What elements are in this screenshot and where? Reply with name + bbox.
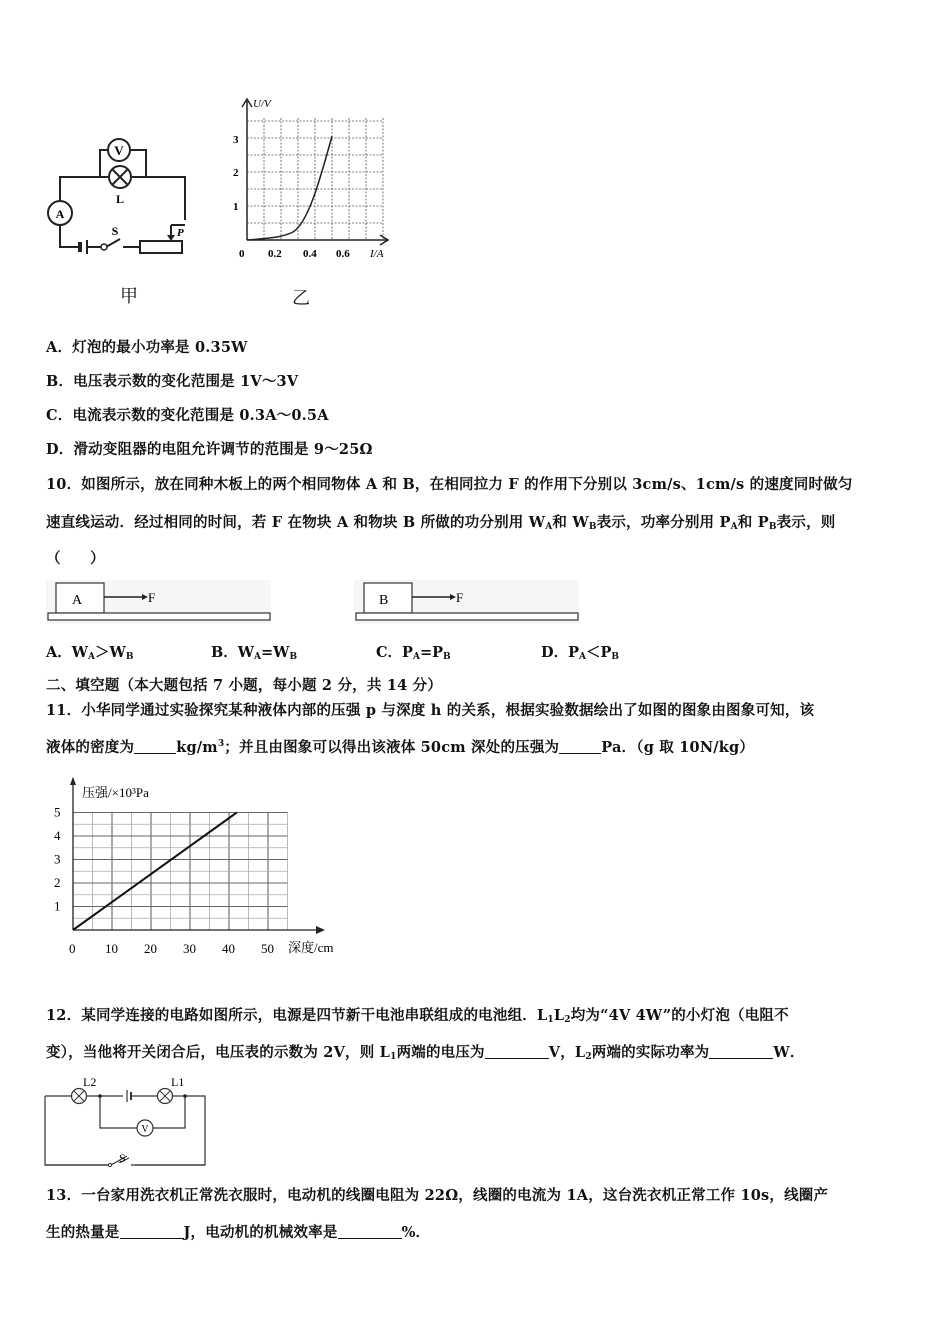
- q10-option-d: D．$P_A<P_B$: [541, 644, 619, 662]
- x-tick-label: 40: [222, 941, 235, 956]
- svg-text:0.2: 0.2: [268, 248, 282, 260]
- q13-line1: 13．一台家用洗衣机正常洗衣服时，电动机的线圈电阻为 22Ω，线圈的电流为 1A，这台洗衣机正常工作 10s，线圈产: [46, 1187, 829, 1204]
- ui-curve: [247, 136, 332, 240]
- q11-blank-pressure[interactable]: [559, 739, 601, 754]
- svg-text:V: V: [141, 1124, 149, 1135]
- svg-text:F: F: [148, 590, 156, 605]
- svg-text:1: 1: [233, 201, 239, 213]
- y-tick-label: 1: [54, 898, 61, 914]
- q10-line2: 速直线运动．经过相同的时间，若 F 在物块 A 和物块 B 所做的功分别用 $W_A$和 $W_B$表示，功率分别用 $P_A$和 $P_B$表示，则: [46, 514, 836, 532]
- svg-text:P: P: [177, 227, 184, 239]
- svg-text:S: S: [119, 1151, 126, 1165]
- svg-text:L: L: [115, 192, 125, 206]
- circuit-12-diagram: [45, 1072, 215, 1172]
- svg-text:2: 2: [233, 167, 239, 179]
- svg-text:3: 3: [233, 134, 239, 146]
- q10-line1: 10．如图所示，放在同种木板上的两个相同物体 A 和 B，在相同拉力 F 的作用下分别以 3cm/s、1cm/s 的速度同时做匀: [46, 476, 853, 493]
- q9-option-c: C．电流表示数的变化范围是 0.3A～0.5A: [46, 407, 329, 424]
- q10-option-a: A．$W_A>W_B$: [46, 644, 134, 662]
- figure-caption-yi: 乙: [292, 288, 310, 309]
- section-2-heading: 二、填空题（本大题包括 7 小题，每小题 2 分，共 14 分）: [46, 677, 443, 694]
- q11-line2: 液体的密度为 $kg/m^3$；并且由图象可以得出该液体 50cm 深处的压强为 Pa．（g 取 10N/kg）: [46, 739, 755, 756]
- q12-line1: 12．某同学连接的电路如图所示，电源是四节新干电池串联组成的电池组．$L_1L_2$均为“4V 4W”的小灯泡（电阻不: [46, 1007, 789, 1025]
- q10-option-b: B．$W_A=W_B$: [211, 644, 298, 662]
- x-tick-label: 50: [261, 941, 274, 956]
- svg-text:A: A: [55, 207, 65, 221]
- svg-text:U/V: U/V: [253, 98, 271, 110]
- x-tick-label: 0: [69, 941, 76, 956]
- x-tick-label: 10: [105, 941, 118, 956]
- svg-text:V: V: [114, 143, 124, 158]
- svg-text:I/A: I/A: [370, 248, 384, 260]
- q9-option-b: B．电压表示数的变化范围是 1V～3V: [46, 373, 299, 390]
- x-tick-label: 30: [183, 941, 196, 956]
- svg-text:0.6: 0.6: [336, 248, 350, 260]
- circuit-jia-diagram: [45, 135, 185, 255]
- ui-graph: [228, 95, 398, 265]
- svg-text:深度/cm: 深度/cm: [288, 940, 334, 955]
- q9-option-a: A．灯泡的最小功率是 0.35W: [46, 339, 248, 356]
- y-tick-label: 5: [54, 804, 61, 820]
- q13-line2: 生的热量是 J，电动机的机械效率是 %．: [46, 1224, 431, 1241]
- lamp-l2-icon: [72, 1089, 87, 1104]
- lamp-l1-icon: [158, 1089, 173, 1104]
- blocks-diagram: [46, 580, 586, 630]
- q11-blank-density[interactable]: [134, 739, 176, 754]
- svg-text:压强/×10³Pa: 压强/×10³Pa: [82, 785, 149, 800]
- x-tick-label: 20: [144, 941, 157, 956]
- svg-text:S: S: [111, 224, 119, 238]
- q12-line2: 变），当他将开关闭合后，电压表的示数为 2V，则 $L_1$两端的电压为 V，$L_2$两端的实际功率为 W．: [46, 1044, 805, 1062]
- q9-option-d: D．滑动变阻器的电阻允许调节的范围是 9～25Ω: [46, 441, 373, 458]
- svg-text:F: F: [456, 590, 464, 605]
- y-tick-label: 3: [54, 851, 61, 867]
- q13-blank-efficiency[interactable]: [338, 1224, 402, 1239]
- q11-line1: 11．小华同学通过实验探究某种液体内部的压强 p 与深度 h 的关系，根据实验数据绘出了如图的图象由图象可知，该: [46, 702, 815, 719]
- y-tick-label: 4: [54, 828, 61, 843]
- y-tick-label: 2: [54, 875, 61, 890]
- figure-caption-jia: 甲: [120, 286, 138, 307]
- q12-blank-power[interactable]: [709, 1044, 773, 1059]
- svg-text:0.4: 0.4: [303, 248, 317, 260]
- svg-text:L2: L2: [83, 1075, 97, 1089]
- q13-blank-heat[interactable]: [120, 1224, 184, 1239]
- q12-blank-voltage[interactable]: [485, 1044, 549, 1059]
- q10-option-c: C．$P_A=P_B$: [376, 644, 451, 662]
- svg-text:L1: L1: [171, 1075, 185, 1089]
- svg-text:0: 0: [239, 248, 245, 260]
- lamp-icon: [109, 166, 131, 188]
- q10-answer-parens: （ ）: [46, 550, 105, 567]
- pressure-depth-chart: [40, 775, 360, 965]
- svg-text:A: A: [72, 593, 83, 608]
- svg-text:B: B: [379, 593, 389, 608]
